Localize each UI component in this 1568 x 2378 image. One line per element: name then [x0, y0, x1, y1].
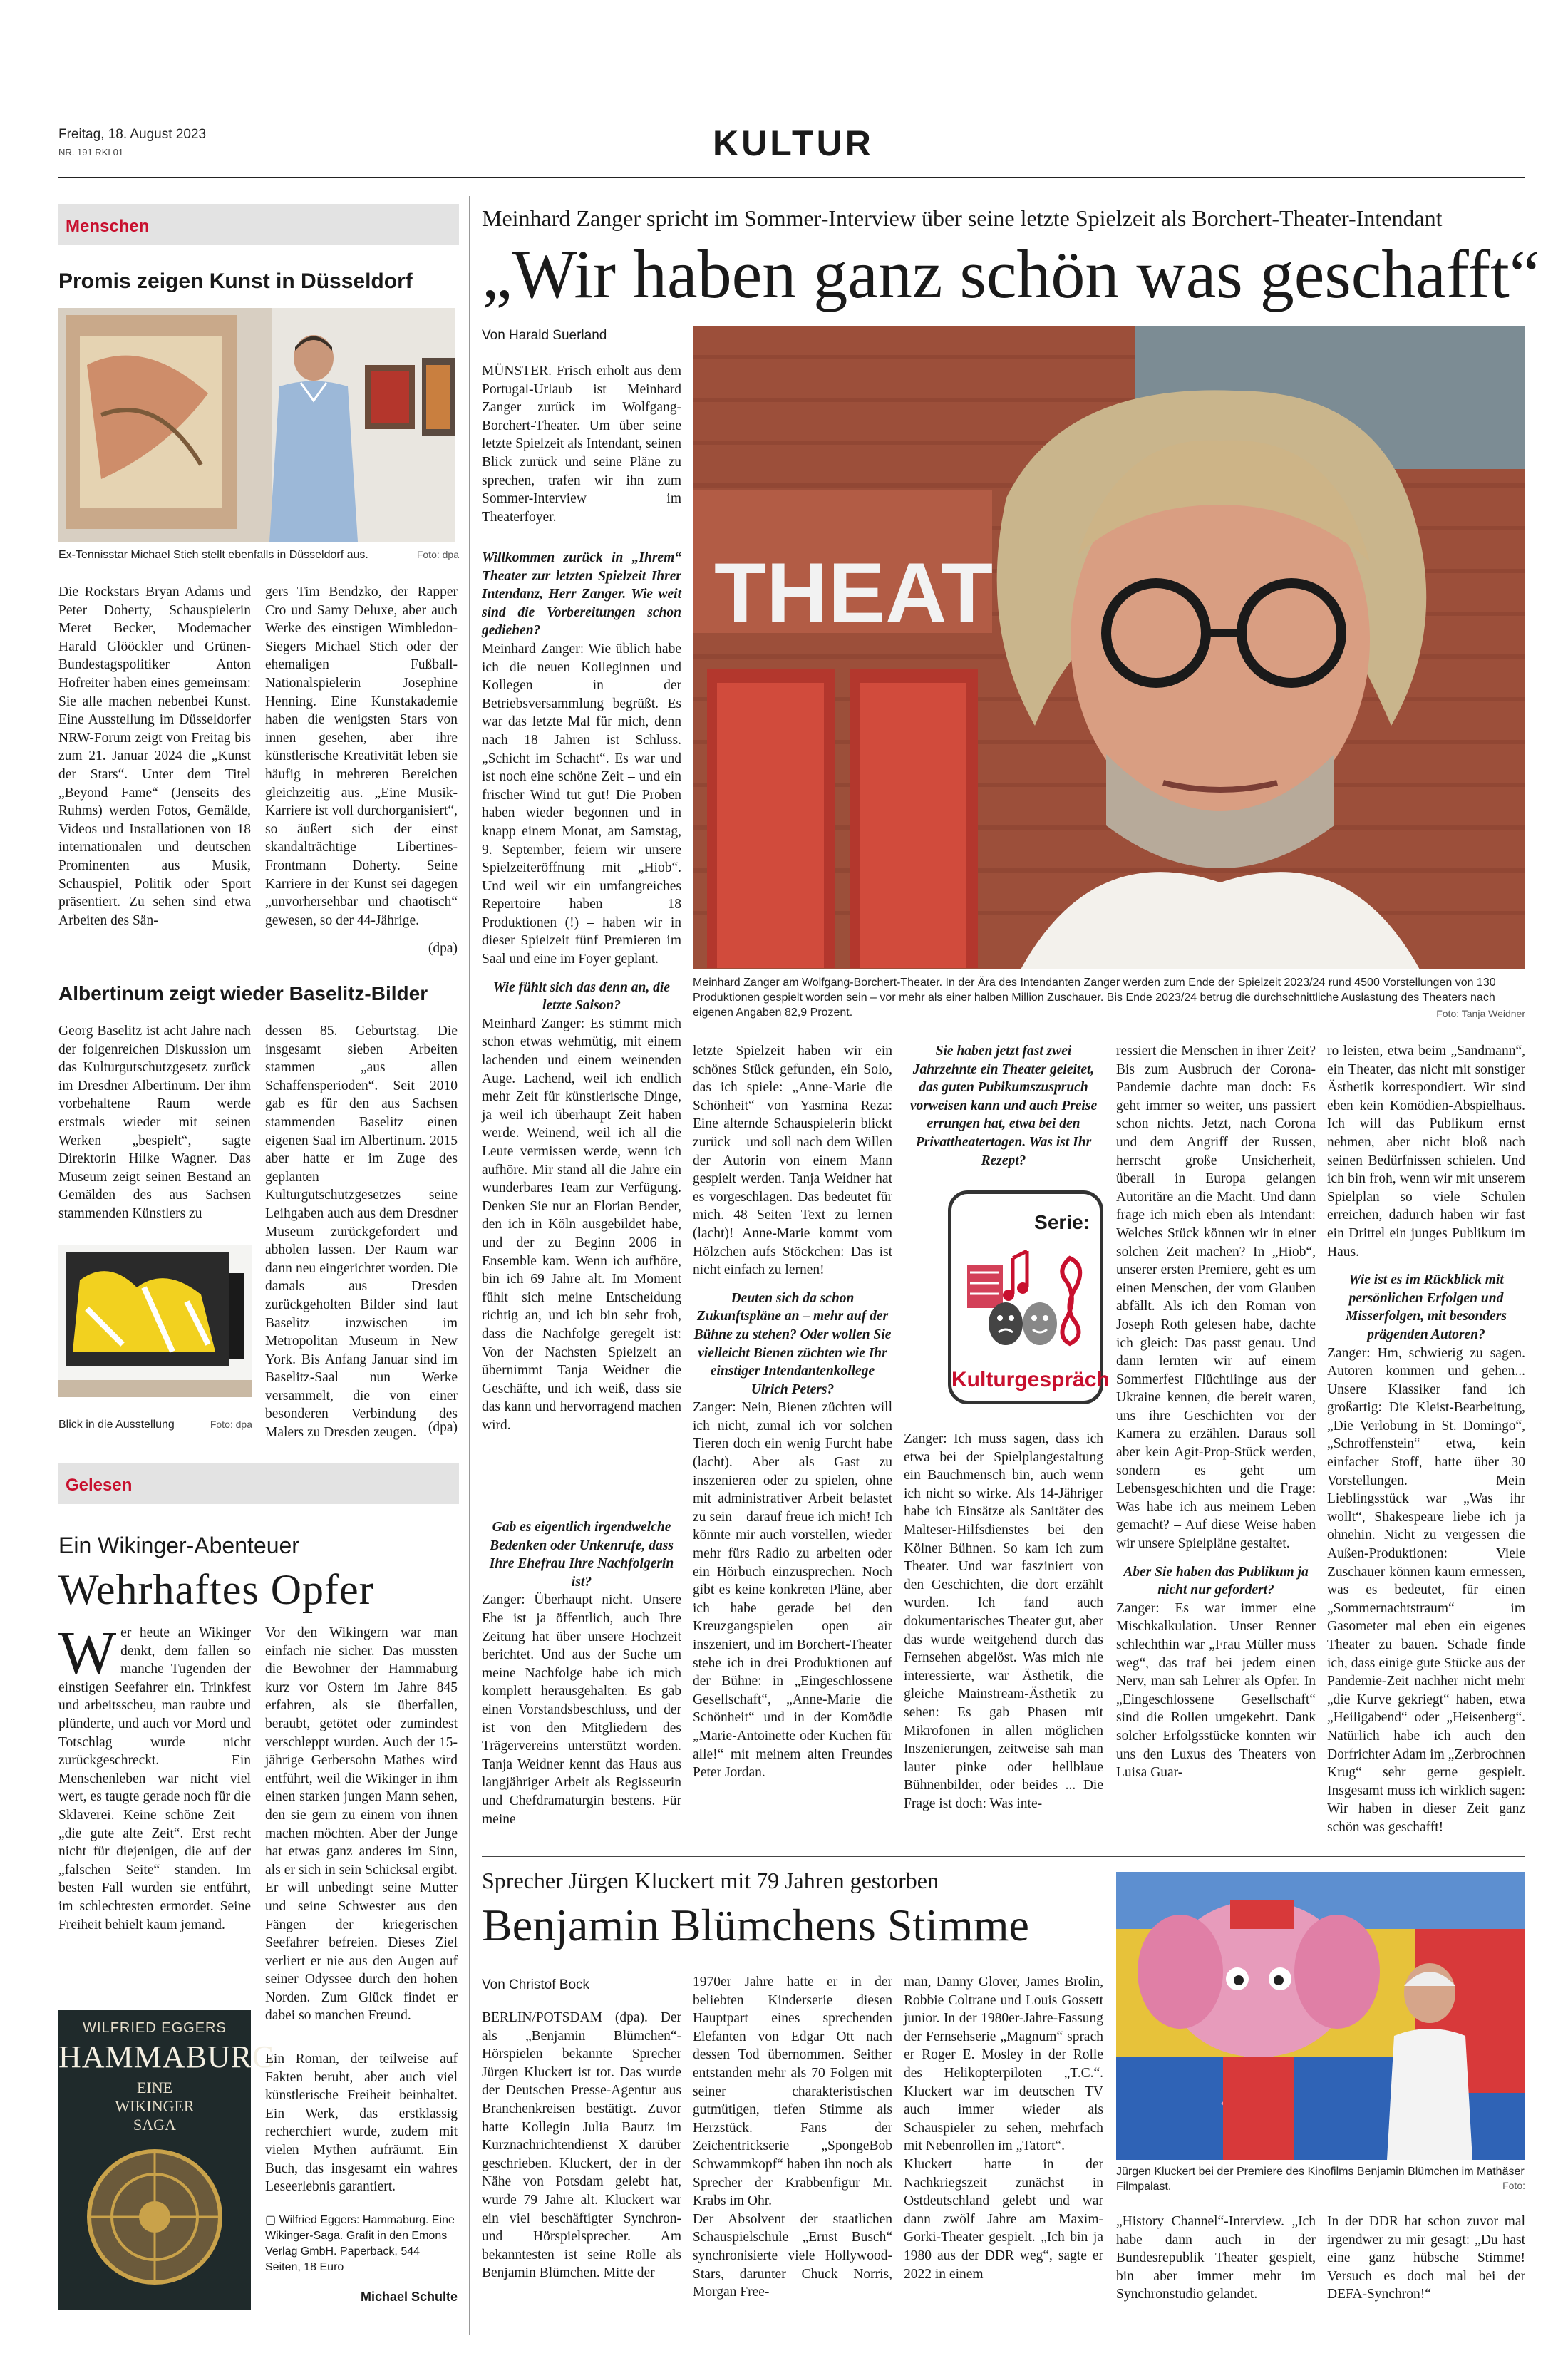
cover-author: WILFRIED EGGERS: [83, 2020, 227, 2036]
section-bar-menschen: [58, 204, 459, 245]
photo-credit: Foto: dpa: [210, 1419, 252, 1430]
review-body-col2: Vor den Wikingern war man einfach nie sicher. Das mussten die Bewohner der Hammaburg kurz vor Ostern im Jahre 845 erfahren, als sie überfallen, beraubt, getötet oder zumindest verschleppt wurden. Auch der 15-jährige Gerbersohn Mathes wird entführt, weil die Wikinger in ihm einen starken jungen Mann sehen, den sie gern zu einem von ihnen machen möchten. Aber der Junge hat etwas ganz anderes im Sinn, als er sich in sein Schicksal ergibt. Er will unbedingt seine Mutter und seine Schwester aus den Fängen der kriegerischen Seefahrer befreien. Dieses Ziel verliert er nie aus den Augen auf seiner Odyssee durch den hohen Norden. Zum Glück findet er dabei so manchen Freund.: [265, 1625, 458, 2024]
interview-col1: [482, 549, 681, 1435]
interview-question: Willkommen zurück in „Ihrem“ Theater zur letzten Spielzeit Ihrer Intendanz, Herr Zanger. Wie weit sind die Vorbereitungen schon gediehen?: [482, 550, 681, 639]
interview-answer: Zanger: Nein, Bienen züchten will ich nicht, zumal ich vor solchen Tieren doch ein wenig Furcht habe (lacht). Aber als Gast zu inszenieren oder zu spielen, ohne mit administrativer Arbeit belastet zu sein – darauf freue ich mich! Ich könnte mir auch vorstellen, wieder mehr fürs Radio zu arbeiten oder ein Hörbuch einzusprechen. Noch gibt es keine konkreten Pläne, aber ich habe gerade bei den Kreuzgangspielen open air inszeniert, und im Borchert-Theater stehe ich in drei Produktionen auf der Bühne: in „Eingeschlossene Gesellschaft“, „Anne-Marie die Schönheit“ und in der Komödie „Marie-Antoinette oder Kuchen für alle!“ mit meinem alten Freundes Peter Jordan.: [693, 1400, 892, 1781]
interview-col4: [1116, 1042, 1316, 1782]
series-label: Serie:: [1034, 1211, 1090, 1233]
article-body-col2: dessen 85. Geburtstag. Die insgesamt sieben Arbeiten stammen „aus allen Schaffensperioden“. Seit 2010 gab es für den aus Sachsen stammenden Baselitz einen eigenen Saal im Albertinum. 2015 aber hatte er im Zuge des geplanten Kulturgutschutzgesetzes seine Leihgaben auch aus dem Dresdner Museum zurückgefordert und abholen lassen. Der Raum war dann neu eingerichtet worden. Die damals aus Dresden zurückgeholten Bilder sind laut Baselitz inzwischen im Metropolitan Museum in New York. Bis Anfang Januar sind im Baselitz-Saal nun Werke versammelt, die von einer besonderen Verbindung des Malers zu Dresden zeugen.: [265, 1024, 458, 1441]
obit-byline: Von Christof Bock: [482, 1977, 590, 1992]
issue-number: NR. 191 RKL01: [58, 147, 124, 158]
interview-question: Wie ist es im Rückblick mit persönlichen Erfolgen und Misserfolgen, mit besonders prägenden Autoren?: [1346, 1272, 1507, 1342]
review-kicker: Ein Wikinger-Abenteuer: [58, 1533, 299, 1558]
caption-text: Blick in die Ausstellung: [58, 1419, 175, 1431]
cover-title: HAMMABURG: [58, 2039, 276, 2074]
theater-masks-music-icon: [963, 1244, 1095, 1351]
feature-byline: Von Harald Suerland: [482, 328, 607, 343]
photo-stich-illustration: [58, 308, 455, 542]
interview-answer: Zanger: Überhaupt nicht. Unsere Ehe ist ja öffentlich, auch Ihre Zeitung hat über unsere Hochzeit berichtet. Und aus der Suche um meine Nachfolge habe ich mich komplett herausgehalten. Es gab einen Vorstandsbeschluss, und der ist von den Mitgliedern des Trägervereins unterstützt worden. Tanja Weidner kennt das Haus aus langjähriger Arbeit als Regisseurin und Chefdramaturgin bestens. Für meine: [482, 1592, 681, 1827]
photo-kluckert-illustration: [1116, 1872, 1525, 2160]
photo-caption: [58, 549, 459, 562]
interview-answer: Zanger: Ich muss sagen, dass ich etwa bei der Spielplangestaltung ein Bauchmensch bin, auch wenn ich nicht so wirke. Als 14-Jähriger habe ich Einsätze als Sanitäter des Malteser-Hilfsdienstes bei den Kölner Bühnen. So kam ich zum Theater. Und war fasziniert von den Geschichten, die dort erzählt wurden. Ich fand auch dokumentarisches Theater gut, aber das wurde weitgehend durch das Fernsehen abgelöst. Was mich nie interessierte, war Ästhetik, die gleiche Mainstream-Ästhetik zu sehen: Es gab Phasen mit Mikrofonen in allen möglichen Inszenierungen, zeitweise sah man lauter pinke oder hellblaue Bühnenbilder, oder beides ... Die Frage ist doch: Was inte-: [904, 1431, 1103, 1811]
series-badge: [948, 1190, 1110, 1404]
photo-baselitz-illustration: [58, 1245, 252, 1397]
header-rule: [58, 177, 1525, 178]
cover-sub1: EINE: [136, 2079, 173, 2096]
photo-credit: Foto: Tanja Weidner: [1436, 1008, 1525, 1019]
interview-col1b: [482, 1518, 681, 1828]
square-bullet-icon: ▢: [265, 2214, 279, 2226]
interview-question: Gab es eigentlich irgendwelche Bedenken oder Unkenrufe, dass Ihre Ehefrau Ihre Nachfolgerin ist?: [489, 1520, 674, 1590]
photo-caption: Jürgen Kluckert bei der Premiere des Kinofilms Benjamin Blümchen im Mathäser Filmpalast.: [1116, 2166, 1525, 2193]
interview-col5: [1327, 1042, 1525, 1837]
feature-end-rule: [482, 1856, 1525, 1857]
obit-col1: BERLIN/POTSDAM (dpa). Der als „Benjamin Blümchen“-Hörspielen bekannte Sprecher Jürgen Kluckert ist tot. Das wurde der Deutschen Presse-Agentur aus Branchenkreisen bestätigt. Zuvor hatte Kollegin Julia Bautz im Kurznachrichtendienst X darüber geschrieben. Kluckert, der in der Nähe von Potsdam gelebt hat, wurde 79 Jahre alt. Kluckert war ein viel beschäftigter Synchron- und Hörspielsprecher. Am bekanntesten ist seine Rolle als Benjamin Blümchen. Mitte der: [482, 2010, 681, 2281]
interview-question: Deuten sich da schon Zukunftspläne an – mehr auf der Bühne zu stehen? Oder wollen Sie vielleicht Bienen züchten wie Ihr einstiger Intendantenkollege Ulrich Peters?: [693, 1290, 892, 1397]
interview-answer: Meinhard Zanger: Wie üblich habe ich die neuen Kolleginnen und Kollegen in der Betriebsversammlung begrüßt. Es war das letzte Mal für mich, denn nach 18 Jahren ist Schluss. „Schicht im Schacht“. Es war und ist noch eine schöne Zeit – und ein frischer Wind tut gut! Die Proben haben wieder begonnen und in knapp einem Monat, am Samstag, 9. September, feiern wir unsere Spielzeiteröffnung mit „Hiob“. Und weil wir ein umfangreiches Repertoire haben – 18 Produktionen (!) – haben wir in dieser Spielzeit fünf Premieren im Saal und eine im Foyer geplant.: [482, 641, 681, 967]
agency-tag: (dpa): [428, 941, 458, 956]
interview-answer: Zanger: Es war immer eine Mischkalkulation. Unser Renner schlechthin war „Frau Müller muss weg“, das traf bei jedem einen Nerv, man sah Lehrer als Opfer. In „Eingeschlossene Gesellschaft“ sind die Rollen umgekehrt. Dank solcher Erfolgsstücke konnten wir uns den Luxus des Theaters von Luisa Guar-: [1116, 1600, 1316, 1781]
interview-col3: [904, 1042, 1103, 1170]
feature-intro: MÜNSTER. Frisch erholt aus dem Portugal-Urlaub ist Meinhard Zanger zurück im Wolfgang-Borchert-Theater. Um über seine letzte Spielzeit als Intendant, seinen Blick zurück und seine Pläne zu sprechen, trafen wir ihn zum Sommer-Interview im Theaterfoyer.: [482, 364, 681, 525]
obit-col4: „History Channel“-Interview. „Ich habe dann auch in der Bundesrepublik Theater gespielt, bin aber immer mehr im Synchronstudio gelandet.: [1116, 2214, 1316, 2302]
interview-question: Wie fühlt sich das denn an, die letzte Saison?: [493, 979, 670, 1014]
photo-credit: Foto:: [1502, 2180, 1525, 2191]
obit-headline: Benjamin Blümchens Stimme: [482, 1900, 1029, 1950]
interview-question: Aber Sie haben das Publikum ja nicht nur gefordert?: [1123, 1564, 1309, 1598]
obit-col3: man, Danny Glover, James Brolin, Robbie Coltrane und Louis Gossett junior. In der 1980er-Jahre-Fassung der Fernsehserie „Magnum“ sprach er Roger E. Mosley in der Rolle des Helikopterpiloten „T.C.“. Kluckert war im deutschen TV auch immer wieder als Schauspieler zu sehen, mehrfach mit Nebenrollen im „Tatort“. Kluckert hatte in der Nachkriegszeit zunächst in Ostdeutschland gelebt und war dann zwölf Jahre am Maxim-Gorki-Theater gespielt. „Ich bin ja 1980 aus der DDR weg“, sagte er 2022 in einem: [904, 1975, 1103, 2282]
issue-date: Freitag, 18. August 2023: [58, 127, 207, 142]
review-author: Michael Schulte: [360, 2290, 458, 2304]
photo-kluckert: [1116, 1872, 1525, 2160]
interview-text: letzte Spielzeit haben wir ein schönes Stück gefunden, ein Solo, das ich spiele: „Anne-Marie die Schönheit“ von Yasmina Reza: Eine alternde Schauspielerin blickt zurück – und soll nach dem Willen der Autorin von einem Mann gespielt werden. Tanja Weidner hat es vorgeschlagen. Das bedeutet für mich. 48 Seiten Text zu lernen (lacht)! Anne-Marie kommt vom Hölzchen aufs Stöckchen: Das ist nicht einfach zu lernen!: [693, 1044, 892, 1278]
article-body-col1: Die Rockstars Bryan Adams und Peter Doherty, Schauspielerin Meret Becker, Modemacher Harald Glööckler und Grünen-Bundestagspolitiker Anton Hofreiter haben eines gemeinsam: Sie alle machen nebenbei Kunst. Eine Ausstellung im Düsseldorfer NRW-Forum zeigt von Freitag bis zum 21. Januar 2024 die „Kunst der Stars“. Unter dem Titel „Beyond Fame“ (Jenseits des Ruhms) werden Fotos, Gemälde, Videos und Installationen von 18 internationalen und deutschen Prominenten aus Musik, Schauspiel, Politik oder Sport präsentiert. Zu sehen sind etwa Arbeiten des Sän-: [58, 585, 251, 928]
book-details: [265, 2213, 458, 2275]
agency-tag: (dpa): [428, 1420, 458, 1435]
series-name: Kulturgespräch: [951, 1368, 1110, 1391]
feature-headline: „Wir haben ganz schön was geschafft“: [482, 236, 1540, 312]
obit-kicker: Sprecher Jürgen Kluckert mit 79 Jahren gestorben: [482, 1868, 939, 1893]
interview-text: ressiert die Menschen in ihrer Zeit? Bis zum Ausbruch der Corona-Pandemie dachte man doch: Es geht immer so weiter, uns passiert schon nichts. Jetzt, nach Corona und dem Angriff der Russen, herrscht große Unsicherheit, überall in Europa gelangen Autoritäre an die Macht. Und dann frage ich mich eben als Intendant: Welches Stück können wir in einer solchen Zeit machen? In „Hiob“, unserer ersten Premiere, geht es um einen Menschen, der vom Glauben abfällt. Als ich den Roman von Joseph Roth gelesen habe, dachte ich gleich: Das passt genau. Und dann lernten wir auf einem Sommerfest Flüchtlinge aus der Ukraine kennen, die bereit waren, uns ihre Geschichten vor der Kamera zu erzählen. Daraus soll aber kein Agit-Prop-Stück werden, sondern es geht um Lebensgeschichten und die Frage: Was habe ich aus meinem Leben gemacht? – Auf diese Weise haben wir unsere Spielpläne gestaltet.: [1116, 1044, 1316, 1552]
shield-ornament-icon: [83, 2146, 226, 2288]
photo-zanger: [693, 326, 1525, 969]
theater-sign: THEAT: [714, 545, 994, 641]
section-bar-gelesen: [58, 1463, 459, 1504]
section-title: KULTUR: [713, 123, 874, 163]
caption-text: Ex-Tennisstar Michael Stich stellt ebenfalls in Düsseldorf aus.: [58, 549, 368, 561]
photo-caption: [58, 1419, 252, 1431]
section-label: Gelesen: [66, 1476, 133, 1495]
review-body-col2b: Ein Roman, der teilweise auf Fakten beruht, aber auch viel künstlerische Freiheit beinhaltet. Ein Werk, das erstklassig recherchiert wurde, zudem mit vielen Mythen aufräumt. Ein Buch, das insgesamt ein wahres Leseerlebnis garantiert.: [265, 2052, 458, 2195]
obit-col5: In der DDR hat schon zuvor mal irgendwer zu mir gesagt: „Du hast eine ganz hübsche Stimme! Versuch es doch mal bei der DEFA-Synchron!“: [1327, 2214, 1525, 2302]
review-headline: Wehrhaftes Opfer: [58, 1566, 374, 1613]
photo-baselitz: [58, 1245, 252, 1397]
review-text: er heute an Wikinger denkt, dem fallen so manche Tugenden der einstigen Seefahrer ein. Trinkfest und arbeitsscheu, man raubte und plünderte, und auch vor Mord und Totschlag wurde nicht zurückgeschreckt. Ein Menschenleben war nicht viel wert, es taugte gerade noch für die Sklaverei. Keine schöne Zeit – „die gute alte Zeit“. Erst recht nicht für diejenigen, die auf der „falschen Seite“ standen. Im besten Fall wurden sie entführt, im schlechtesten ermordet. Seine Freiheit behielt kaum jemand.: [58, 1625, 251, 1932]
book-cover: [58, 2010, 276, 2310]
dropcap: W: [58, 1618, 117, 1687]
interview-answer: Zanger: Hm, schwierig zu sagen. Autoren kommen und gehen... Unsere Klassiker fand ich großartig: Die Kleist-Bearbeitung, „Die Verlobung in St. Domingo“, „Schroffenstein“ etwa, kein einfacher Stoff, hatte über 30 Vorstellungen. Mein Lieblingsstück war „Was ihr wollt“, Shakespeare liebe ich ja ohnehin. Nicht zu vergessen die Außen-Produktionen: Viele Zuschauer können kaum ermessen, was es bedeutet, für einen „Sommernachtstraum“ im Gasometer mal eben ein eigenes Theater zu bauen. Schade finde ich, dass einige gute Stücke aus der Pandemie-Zeit nachher nicht mehr „die Kurve gekriegt“ haben, etwa „Heiligabend“ oder „Heisenberg“. Natürlich habe ich auch den Dorfrichter Adam im „Zerbrochnen Krug“ sehr gerne gespielt. Insgesamt muss ich wirklich sagen: Wir haben in dieser Zeit ganz schön was geschafft!: [1327, 1345, 1525, 1835]
cover-sub3: SAGA: [133, 2116, 176, 2133]
cover-sub2: WIKINGER: [115, 2097, 195, 2115]
interview-text: ro leisten, etwa beim „Sandmann“, ein Theater, das nicht mit sonstiger Ästhetik korrespondiert. Wir sind eben kein Komödien-Abspielhaus. Ich will das Publikum ernst nehmen, aber nicht bloß nach seinen Bedürfnissen schielen. Und ich bin froh, wenn wir mit unserem Spielplan so viele Schulen erreichen, dadurch haben wir fast ein Drittel ein junges Publikum im Haus.: [1327, 1044, 1525, 1260]
interview-col2: [693, 1042, 892, 1782]
section-label: Menschen: [66, 217, 150, 236]
interview-question: Sie haben jetzt fast zwei Jahrzehnte ein Theater geleitet, das guten Pubikumszuspruch vorweisen kann und auch Preise errungen hat, etwa bei den Privattheatertagen. Was ist Ihr Rezept?: [909, 1044, 1098, 1168]
article-headline: Albertinum zeigt wieder Baselitz-Bilder: [58, 982, 428, 1004]
photo-caption: Meinhard Zanger am Wolfgang-Borchert-Theater. In der Ära des Intendanten Zanger werden zum Ende der Spielzeit 2023/24 rund 4500 Vorstellungen von 130 Produktionen gespielt worden sein – vor mehr als einer halben Million Zuschauer. Bis Ende 2023/24 betrug die durchschnittliche Auslastung des Theaters nach eigenen Angaben 82,9 Prozent.: [693, 977, 1496, 1019]
photo-credit: Foto: dpa: [416, 549, 459, 560]
article-body-col1: Georg Baselitz ist acht Jahre nach der folgenreichen Diskussion um das Kulturgutschutzgesetz zurück im Dresdner Albertinum. Der ihm vorbehaltene Raum werde erstmals wieder mit seinen Werken „bespielt“, sagte Direktorin Hilke Wagner. Das Museum zeigt seinen Bestand an Gemälden des aus Sachsen stammenden Künstlers zu: [58, 1024, 251, 1221]
review-body-col1: [58, 1618, 251, 1934]
article-headline: Promis zeigen Kunst in Düsseldorf: [58, 269, 413, 293]
interview-answer: Meinhard Zanger: Es stimmt mich schon etwas wehmütig, mit einem lachenden und einem weinenden Auge. Lachend, weil ich endlich mehr Zeit für künstlerische Dinge, ja weil ich überhaupt Zeit haben werde. Weinend, weil ich all die Leute vermissen werde, wenn ich aufhöre. Mir stand all die Jahre ein wunderbares Team zur Verfügung. Denken Sie nur an Florian Bender, den ich in Köln ausgebildet habe, und der zu Beginn 2006 in Ensemble kam. Wenn ich aufhöre, bin ich 69 Jahre alt. Im Moment fühlt sich meine Entscheidung richtig an, und ich bin sehr froh, dass die Nachfolge geregelt ist: Von der Nachsten Spielzeit an übernimmt Tanja Weidner die Geschäfte, und ich weiß, dass sie das kann und hervorragend machen wird.: [482, 1016, 681, 1433]
photo-zanger-illustration: [693, 326, 1525, 969]
obit-col2: 1970er Jahre hatte er in der beliebten Kinderserie diesen Hauptpart eines sprechenden Elefanten von Edgar Ott nach dessen Tod übernommen. Seither entstanden mehr als 70 Folgen mit seiner charakteristischen gutmütigen, tiefen Stimme als Herzstück. Fans der Zeichentrickserie „SpongeBob Schwammkopf“ haben ihn noch als Sprecher der Krabbenfigur Mr. Krabs im Ohr. Der Absolvent der staatlichen Schauspielschule „Ernst Busch“ synchronisierte viele Hollywood-Stars, darunter Chuck Norris, Morgan Free-: [693, 1975, 892, 2300]
column-divider: [469, 196, 470, 2335]
article-body-col2: gers Tim Bendzko, der Rapper Cro und Samy Deluxe, aber auch Werke des einstigen Wimbledon-Siegers Michael Stich oder der ehemaligen Fußball-Nationalspielerin Josephine Henning. Eine Kunstakademie haben die wenigsten Stars von innen gesehen, aber ihre künstlerische Kreativität leben sie häufig in mehreren Bereichen gleichzeitig aus. „Eine Musik-Karriere ist voll durchorganisiert“, so äußert sich der einst skandalträchtige Libertines-Frontmann Doherty. Seine Karriere in der Kunst sei dagegen „unvorhersehbar und chaotisch“ gewesen, so der 44-Jährige.: [265, 585, 458, 928]
photo-stich: [58, 308, 455, 542]
feature-kicker: Meinhard Zanger spricht im Sommer-Interview über seine letzte Spielzeit als Borchert-Theater-Intendant: [482, 205, 1443, 231]
book-details-text: Wilfried Eggers: Hammaburg. Eine Wikinger-Saga. Grafit in den Emons Verlag GmbH. Paperback, 544 Seiten, 18 Euro: [265, 2214, 455, 2273]
